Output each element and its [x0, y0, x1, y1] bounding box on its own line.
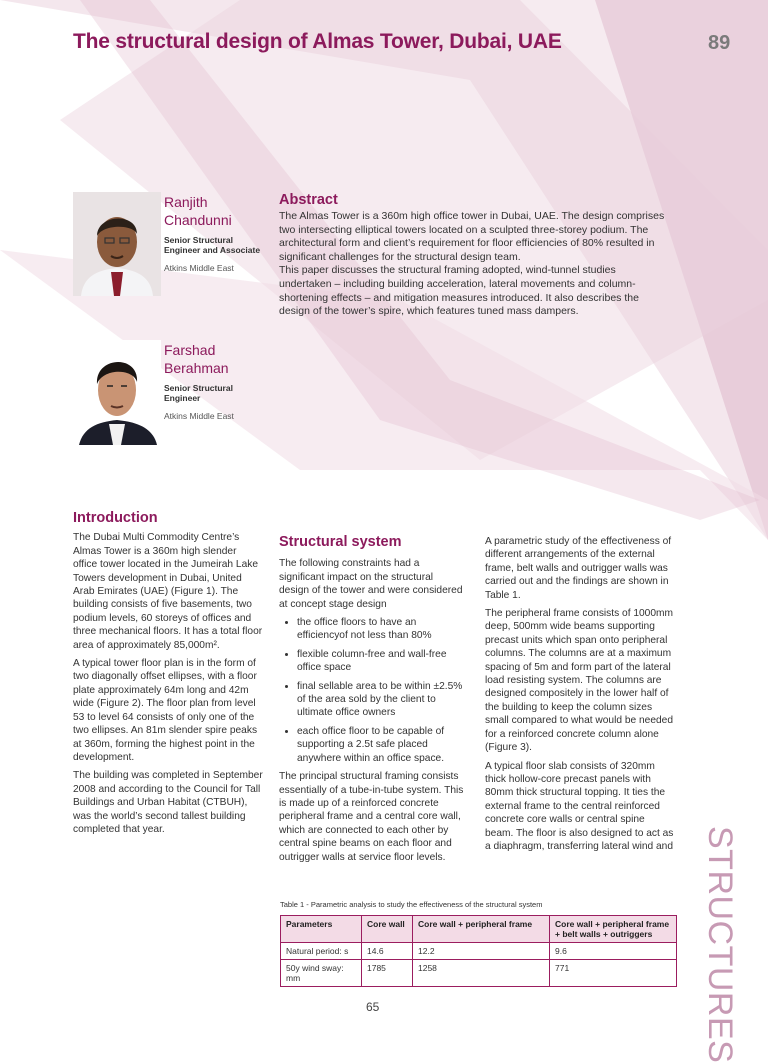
- introduction-heading: Introduction: [73, 510, 158, 526]
- section-label: STRUCTURES: [701, 826, 739, 1063]
- table-cell: 14.6: [362, 943, 413, 960]
- table-cell: 12.2: [413, 943, 550, 960]
- abstract-heading: Abstract: [279, 192, 338, 208]
- author-role: [164, 235, 274, 255]
- body-paragraph: A typical floor slab consists of 320mm thick hollow-core precast panels with 80mm thick structural topping. It ties the external frame to the central reinforced concrete core walls or central spine beam. The floor is also designed to act as a diaphragm, transferring lateral wind and: [485, 760, 674, 852]
- constraints-list: [279, 616, 465, 765]
- table-row: [281, 960, 677, 987]
- body-paragraph: A typical tower floor plan is in the form of two diagonally offset ellipses, with a floor plate approximately 64m long and 42m wide (Figure 2). The floor plan from level 53 to level 64 consists of only one of the two ellipses. An 81m slender spire peaks at 360m, forming the highest point in the development.: [73, 658, 258, 763]
- list-item: • the office floors to have an efficiencyof not less than 80%: [297, 616, 465, 643]
- table-caption: Table 1 - Parametric analysis to study the effectiveness of the structural system: [280, 900, 543, 909]
- author-first-name: Ranjith: [164, 194, 208, 210]
- author-last-name: Berahman: [164, 360, 229, 376]
- author-last-name: Chandunni: [164, 212, 232, 228]
- author-role-line: Engineer: [164, 393, 201, 403]
- body-paragraph: The building was completed in September 2008 and according to the Council for Tall Buildings and Urban Habitat (CTBUH), was the world’s second tallest building completed that year.: [73, 770, 263, 835]
- introduction-section: [73, 512, 263, 841]
- table-cell: 771: [550, 960, 677, 987]
- table-row: [281, 943, 677, 960]
- author-role-line: Senior Structural: [164, 383, 233, 393]
- abstract-body: [279, 210, 665, 319]
- structural-system-heading: Structural system: [279, 534, 402, 550]
- structural-system-section: [279, 536, 465, 869]
- body-paragraph: The Dubai Multi Commodity Centre’s Almas Tower is a 360m high slender office tower located in the Jumeirah Lake Towers development in Dubai, United Arab Emirates (UAE) (Figure 1). The building consists of five basements, two podium levels, 60 storeys of offices and three mechanical floors. It has a total floor area of approximately 85,000m².: [73, 532, 263, 651]
- author-org: Atkins Middle East: [164, 263, 234, 273]
- table-header-cell: Core wall + peripheral frame: [413, 916, 550, 943]
- table-header-row: [281, 916, 677, 943]
- list-item: • flexible column-free and wall-free office space: [297, 648, 465, 675]
- footer-page-number: 65: [366, 1000, 380, 1014]
- body-paragraph: The following constraints had a significant impact on the structural design of the tower and were considered at concept stage design: [279, 558, 463, 610]
- table-cell: Natural period: s: [281, 943, 362, 960]
- body-paragraph: A parametric study of the effectiveness of different arrangements of the external frame, belt walls and outrigger walls was carried out and the findings are shown in Table 1.: [485, 536, 672, 601]
- right-column: [485, 535, 675, 858]
- list-item: • final sellable area to be within ±2.5% of the area sold by the client to ultimate office owners: [297, 680, 465, 720]
- author-role-line: Senior Structural: [164, 235, 233, 245]
- page-number: 89: [708, 32, 731, 54]
- table-cell: 1258: [413, 960, 550, 987]
- abstract-paragraph: This paper discusses the structural framing adopted, wind-tunnel studies undertaken – including building acceleration, lateral movements and column-shortening effects – and mitigation measures introduced. It also describes the design of the tower’s spire, which features tuned mass dampers.: [279, 264, 639, 318]
- table-header-cell: Core wall + peripheral frame + belt walls + outriggers: [550, 916, 677, 943]
- table-header-cell: Core wall: [362, 916, 413, 943]
- author-org: Atkins Middle East: [164, 411, 234, 421]
- author-first-name: Farshad: [164, 342, 216, 358]
- abstract-section: [279, 192, 665, 319]
- table-header-cell: Parameters: [281, 916, 362, 943]
- list-item: • each office floor to be capable of supporting a 2.5t safe placed anywhere within an office space.: [297, 725, 465, 765]
- table-cell: 9.6: [550, 943, 677, 960]
- author-block-chandunni: [164, 193, 274, 273]
- author-photo-chandunni: [73, 192, 161, 296]
- body-paragraph: The principal structural framing consists essentially of a tube-in-tube system. This is made up of a reinforced concrete peripheral frame and a central core wall, which are connected to each other by central spine beams on each floor and outrigger walls at service floor levels.: [279, 771, 464, 863]
- author-block-berahman: [164, 341, 274, 421]
- author-photo-berahman: [73, 340, 161, 445]
- author-role: [164, 383, 274, 403]
- author-role-line: Engineer and Associate: [164, 245, 261, 255]
- body-paragraph: The peripheral frame consists of 1000mm deep, 500mm wide beams supporting precast units which span onto peripheral columns. The columns are at a maximum spacing of 5m and form part of the lateral load resisting system. The columns are designed compositely in the lower half of the building to keep the column sizes small compared to what would be needed for a reinforced concrete column alone (Figure 3).: [485, 608, 674, 754]
- table-cell: 50y wind sway: mm: [281, 960, 362, 987]
- table-cell: 1785: [362, 960, 413, 987]
- page-title: The structural design of Almas Tower, Dubai, UAE: [73, 30, 562, 53]
- parameters-table: [280, 915, 677, 987]
- abstract-paragraph: The Almas Tower is a 360m high office tower in Dubai, UAE. The design comprises two intersecting elliptical towers located on a sculpted three-storey podium. The architectural form and client’s requirement for floor efficiencies of 80% resulted in significant challenges for the structural design team.: [279, 210, 665, 263]
